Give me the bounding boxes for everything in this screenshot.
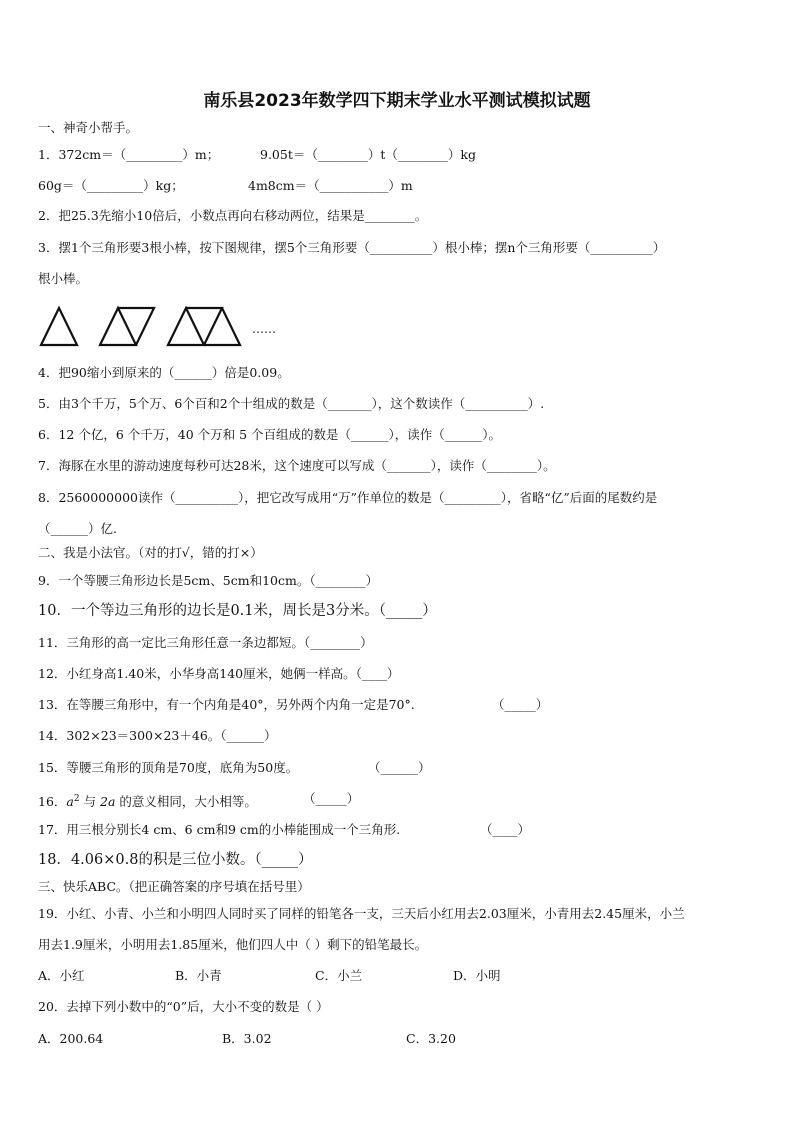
triangle-3a [168,308,204,345]
question-16-text [38,791,257,810]
question-15 [38,760,758,776]
section-3-heading: 三、快乐ABC。（把正确答案的序号填在括号里） [38,879,310,894]
question-1-row-1 [38,147,758,163]
question-17 [38,822,758,838]
question-15-text: 15．等腰三角形的顶角是70度，底角为50度。 [38,760,299,775]
question-1-part-d: 4m8cm＝（___________）m [248,178,413,193]
page-title: 南乐县2023年数学四下期末学业水平测试模拟试题 [203,91,591,111]
question-1-part-c: 60g＝（_________）kg； [38,178,184,193]
question-8-line-2: （______）亿. [38,521,117,536]
pattern-ellipsis: …… [252,322,276,336]
question-15-blank: （______） [368,760,431,775]
question-13-text: 13．在等腰三角形中，有一个内角是40°，另外两个内角一定是70°. [38,697,415,712]
question-20-option-a: A．200.64 [38,1031,104,1046]
question-9: 9．一个等腰三角形边长是5cm、5cm和10cm。（________） [38,573,379,588]
section-2-heading: 二、我是小法官。（对的打√，错的打×） [38,545,263,560]
question-8-line-1: 8．2560000000读作（__________），把它改写成用“万”作单位的数是（_________），省略“亿”后面的尾数约是 [38,490,658,505]
question-13 [38,697,758,713]
question-19-option-c: C．小兰 [315,968,363,983]
question-19-option-a: A．小红 [38,968,85,983]
triangle-pattern-figure [38,304,298,348]
question-1-part-b: 9.05t＝（________）t（________）kg [260,147,476,162]
question-16-exponent: 2 [73,794,80,804]
question-10: 10．一个等边三角形的边长是0.1米，周长是3分米。（_____） [38,603,437,619]
section-1-heading: 一、神奇小帮手。 [38,120,139,135]
question-20-options [38,1031,758,1047]
question-7: 7．海豚在水里的游动速度每秒可达28米，这个速度可以写成（_______），读作（________）。 [38,458,556,473]
question-18: 18．4.06×0.8的积是三位小数。（_____） [38,852,313,868]
question-16-number: 16． [38,794,67,810]
question-11: 11．三角形的高一定比三角形任意一条边都短。（________） [38,635,373,650]
question-19-option-d: D．小明 [453,968,501,983]
question-19-line-2: 用去1.9厘米，小明用去1.85厘米，他们四人中（ ）剩下的铅笔最长。 [38,937,428,952]
question-16-connector: 与 [79,794,101,810]
question-19-line-1: 19．小红、小青、小兰和小明四人同时买了同样的铅笔各一支，三天后小红用去2.03厘米，小青用去2.45厘米，小兰 [38,906,685,921]
question-16-blank: （_____） [303,791,360,806]
question-16-rest: 的意义相同，大小相等。 [115,794,257,810]
question-16-a: a [66,794,74,810]
question-16 [38,791,758,809]
question-17-blank: （____） [480,822,531,837]
question-19-options [38,968,758,984]
question-2: 2．把25.3先缩小10倍后，小数点再向右移动两位，结果是________。 [38,208,428,223]
question-16-2a: 2a [100,794,116,810]
question-1-row-2 [38,178,758,194]
question-3-line-2: 根小棒。 [38,271,89,286]
triangle-1 [41,308,77,345]
triangle-3c [204,308,240,345]
question-17-text: 17．用三根分别长4 cm、6 cm和9 cm的小棒能围成一个三角形. [38,822,401,837]
triangle-2a [100,308,136,345]
question-3-line-1: 3．摆1个三角形要3根小棒，按下图规律，摆5个三角形要（__________）根小棒；摆n个三角形要（__________） [38,240,666,255]
question-1-part-a: 1．372cm＝（_________）m； [38,147,220,162]
triangle-2b [118,308,154,345]
question-14: 14．302×23＝300×23＋46。（______） [38,728,277,743]
question-12: 12．小红身高1.40米，小华身高140厘米，她俩一样高。（____） [38,666,400,681]
question-19-option-b: B．小青 [175,968,222,983]
question-20-option-c: C．3.20 [406,1031,456,1046]
question-6: 6．12 个亿，6 个千万，40 个万和 5 个百组成的数是（______），读作（______）。 [38,427,502,442]
question-4: 4．把90缩小到原来的（______）倍是0.09。 [38,365,290,380]
question-20-option-b: B．3.02 [222,1031,272,1046]
question-5: 5．由3个千万，5个万、6个百和2个十组成的数是（_______），这个数读作（__________）. [38,396,545,411]
triangle-3b [186,308,222,345]
question-13-blank: （_____） [492,697,549,712]
question-20: 20．去掉下列小数中的“0”后，大小不变的数是（ ） [38,999,329,1014]
